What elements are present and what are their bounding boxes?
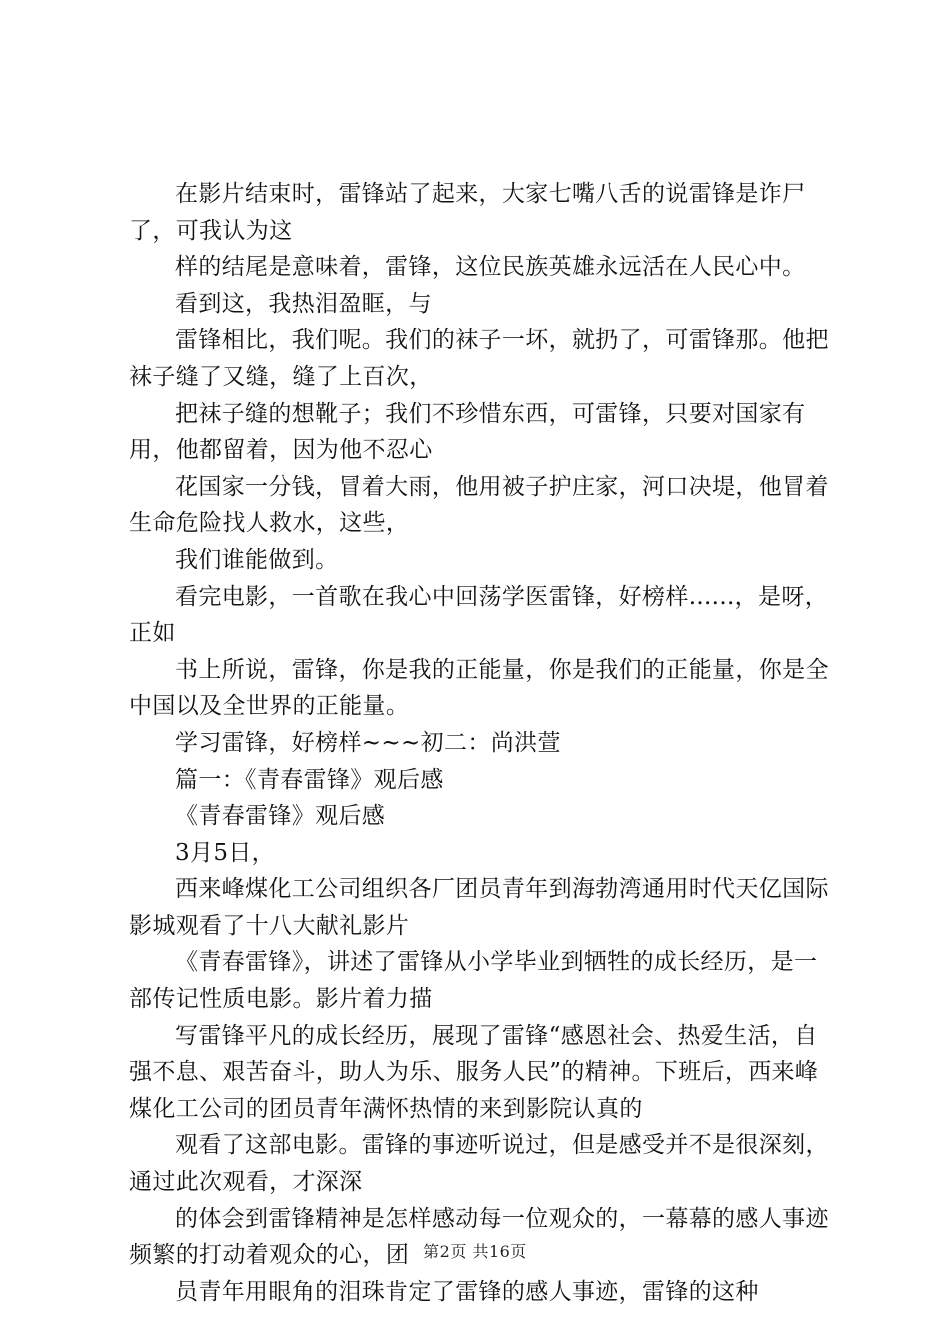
body-text: [129, 176, 837, 1310]
article-title: 《青春雷锋》观后感: [175, 803, 386, 830]
paragraph: 我们谁能做到。: [175, 546, 339, 573]
page-number-footer: 第2页 共16页: [423, 1242, 527, 1261]
paragraph: 看完电影，一首歌在我心中回荡学医雷锋，好榜样......，是呀，正如: [129, 583, 829, 647]
paragraph: 西来峰煤化工公司组织各厂团员青年到海勃湾通用时代天亿国际影城观看了十八大献礼影片: [129, 876, 829, 939]
paragraph: 写雷锋平凡的成长经历，展现了雷锋“感恩社会、热爱生活，自强不息、艰苦奋斗，助人为乐、服务人民”的精神。下班后，西来峰煤化工公司的团员青年满怀热情的来到影院认真的: [129, 1022, 819, 1122]
paragraph: 观看了这部电影。雷锋的事迹听说过，但是感受并不是很深刻，通过此次观看，才深深: [129, 1132, 829, 1196]
paragraph: 员青年用眼角的泪珠肯定了雷锋的感人事迹，雷锋的这种: [175, 1278, 759, 1305]
paragraph: 书上所说，雷锋，你是我的正能量，你是我们的正能量，你是全中国以及全世界的正能量。: [129, 656, 829, 720]
paragraph: 学习雷锋，好榜样~~~初二：尚洪萱: [175, 729, 561, 756]
paragraph: 花国家一分钱，冒着大雨，他用被子护庄家，河口决堤，他冒着生命危险找人救水，这些，: [129, 473, 829, 537]
section-heading: 篇一：《青春雷锋》观后感: [175, 766, 444, 793]
paragraph: 雷锋相比，我们呢。我们的袜子一坏，就扔了，可雷锋那。他把袜子缝了又缝，缝了上百次，: [129, 327, 829, 390]
paragraph: 样的结尾是意味着，雷锋，这位民族英雄永远活在人民心中。: [175, 254, 806, 281]
paragraph: 看到这，我热泪盈眶，与: [175, 290, 432, 317]
paragraph: 的体会到雷锋精神是怎样感动每一位观众的，一幕幕的感人事迹频繁的打动着观众的心，团: [129, 1205, 829, 1269]
paragraph: 3月5日，: [175, 839, 276, 866]
paragraph: 把袜子缝的想靴子；我们不珍惜东西，可雷锋，只要对国家有用，他都留着，因为他不忍心: [129, 400, 806, 464]
paragraph: 在影片结束时，雷锋站了起来，大家七嘴八舌的说雷锋是诈尸了，可我认为这: [129, 181, 806, 244]
paragraph: 《青春雷锋》，讲述了雷锋从小学毕业到牺牲的成长经历，是一部传记性质电影。影片着力描: [129, 949, 818, 1013]
